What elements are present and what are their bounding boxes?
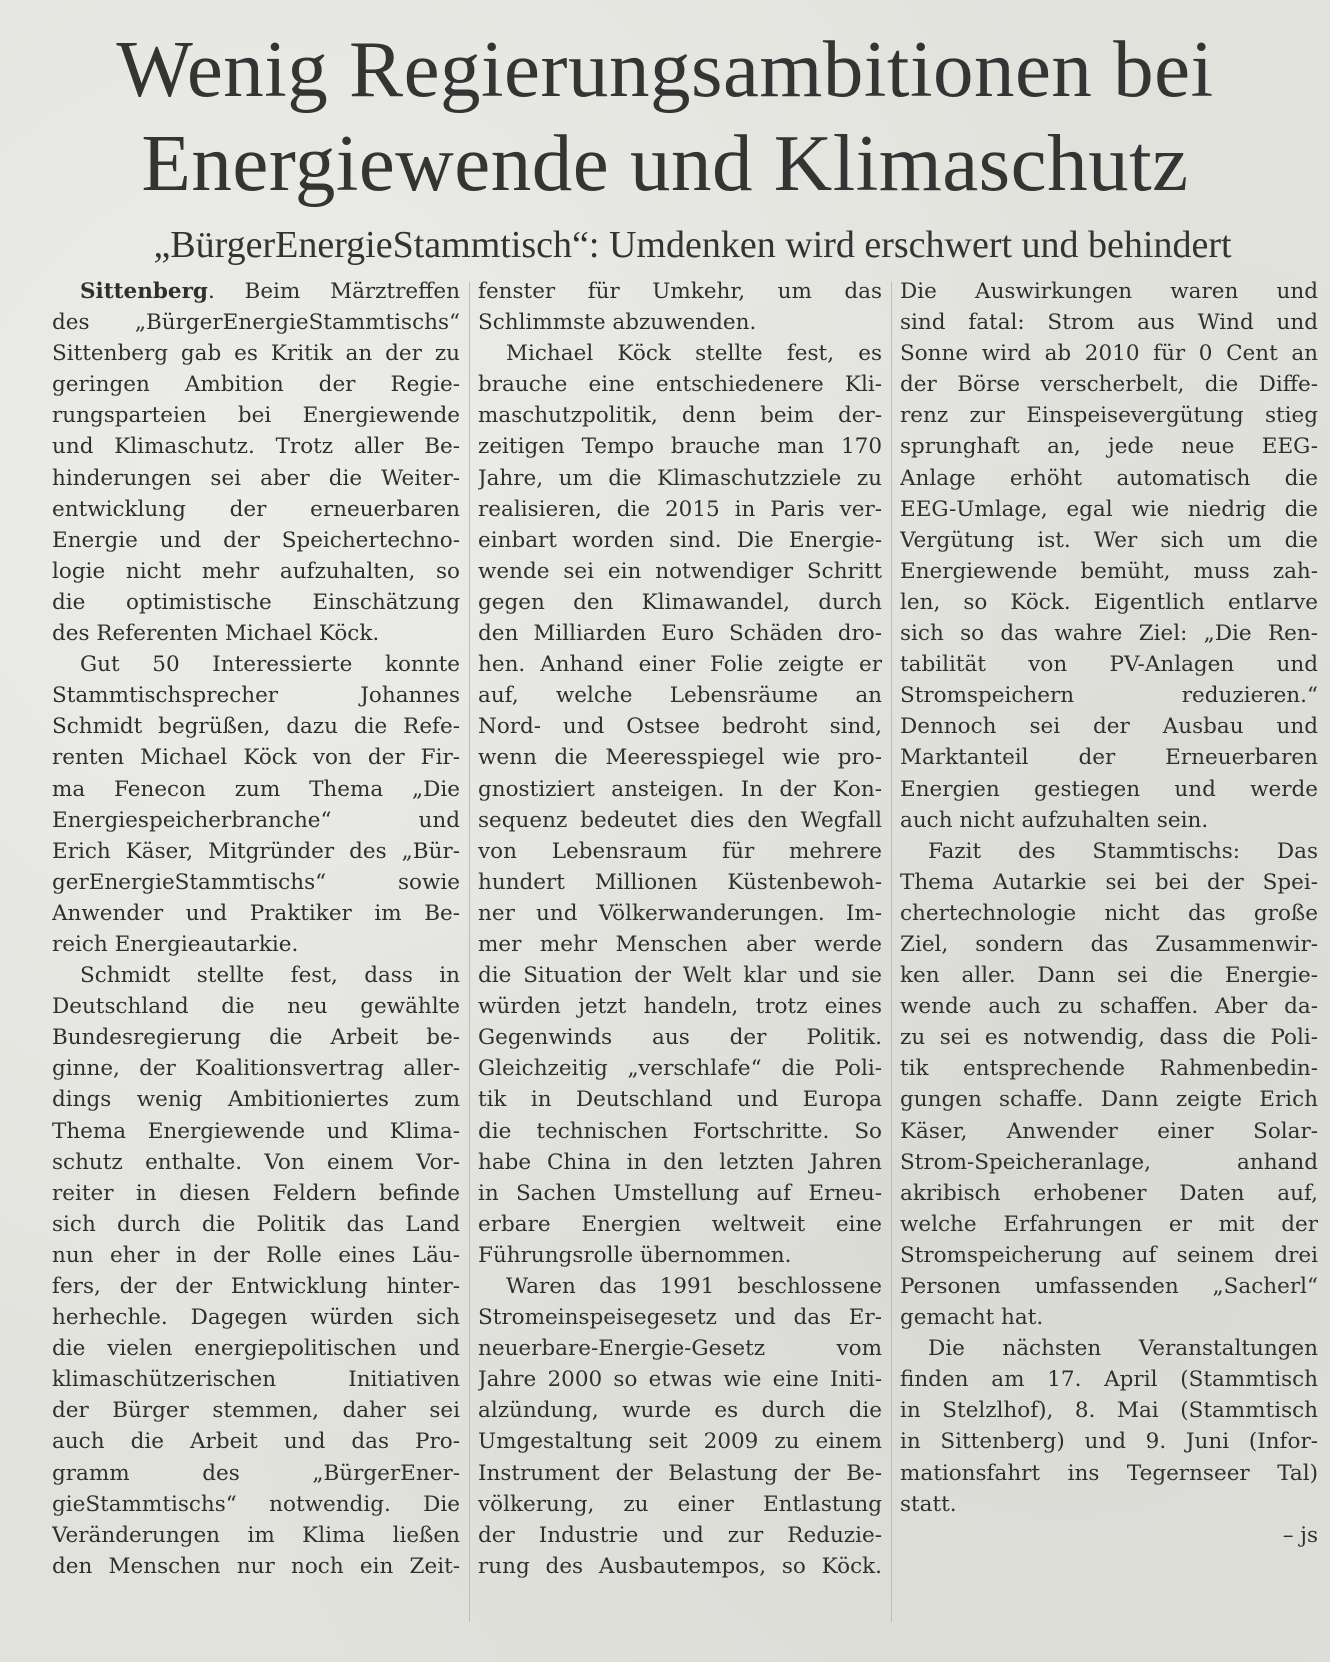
- text-line: Sonne wird ab 2010 für 0 Cent an: [900, 341, 1318, 367]
- text-line: Thema Energiewende und Klima-: [52, 1118, 460, 1144]
- text-line: sequenz bedeutet dies den Wegfall: [478, 807, 882, 833]
- text-line: Anlage erhöht automatisch die: [900, 465, 1318, 491]
- article-column-3: [900, 276, 1318, 1551]
- text-line: Waren das 1991 beschlossene: [506, 1274, 882, 1299]
- text-line: realisieren, die 2015 in Paris ver-: [478, 496, 882, 522]
- text-line: wende sei ein notwendiger Schritt: [478, 558, 882, 584]
- text-line: Schlimmste abzuwenden.: [478, 310, 757, 336]
- text-line: Erich Käser, Mitgründer des „Bür-: [52, 838, 460, 864]
- text-line: renten Michael Köck von der Fir-: [52, 745, 460, 771]
- text-line: statt.: [900, 1491, 957, 1517]
- subheadline: „BürgerEnergieStammtisch“: Umdenken wird erschwert und behindert: [153, 224, 1232, 266]
- text-line: Gleichzeitig „verschlafe“ die Poli-: [478, 1056, 882, 1082]
- text-line: Sittenberg gab es Kritik an der zu: [52, 341, 460, 367]
- text-line: auch nicht aufzuhalten sein.: [900, 807, 1209, 833]
- text-line: Die Auswirkungen waren und: [900, 279, 1318, 304]
- text-line: Jahre, um die Klimaschutzziele zu: [478, 465, 882, 491]
- text-line: logie nicht mehr aufzuhalten, so: [52, 558, 460, 584]
- text-line: herhechle. Dagegen würden sich: [52, 1305, 460, 1331]
- text-line: hen. Anhand einer Folie zeigte er: [478, 652, 882, 678]
- text-line: gemacht hat.: [900, 1305, 1044, 1331]
- text-line: Stromspeicherung auf seinem drei: [900, 1242, 1318, 1268]
- text-line: mationsfahrt ins Tegernseer Tal): [900, 1460, 1318, 1486]
- text-line: den Milliarden Euro Schäden dro-: [478, 621, 882, 647]
- text-line: Schmidt stellte fest, dass in: [80, 963, 460, 989]
- text-line: Führungsrolle übernommen.: [478, 1242, 792, 1268]
- text-line: klimaschützerischen Initiativen: [52, 1367, 460, 1393]
- article-column-2: [478, 276, 882, 1582]
- text-line: dings wenig Ambitioniertes zum: [52, 1087, 460, 1113]
- text-line: sind fatal: Strom aus Wind und: [900, 310, 1318, 336]
- text-line: auch die Arbeit und das Pro-: [52, 1429, 460, 1455]
- text-line: Stammtischsprecher Johannes: [52, 683, 460, 709]
- text-line: völkerung, zu einer Entlastung: [478, 1491, 882, 1517]
- text-line: Die nächsten Veranstaltungen: [928, 1336, 1318, 1362]
- text-line: Thema Autarkie sei bei der Spei-: [900, 869, 1318, 895]
- text-line: Instrument der Belastung der Be-: [478, 1460, 882, 1486]
- text-line: in Sachen Umstellung auf Erneu-: [478, 1180, 882, 1206]
- text-line: gungen schaffe. Dann zeigte Erich: [900, 1087, 1318, 1113]
- text-line: rung des Ausbautempos, so Köck.: [478, 1553, 882, 1579]
- text-line: der Industrie und zur Reduzie-: [478, 1522, 882, 1548]
- text-line: Energiespeicherbranche“ und: [52, 807, 460, 833]
- text-line: tabilität von PV-Anlagen und: [900, 652, 1318, 678]
- text-line: ginne, der Koalitionsvertrag aller-: [52, 1056, 460, 1082]
- text-line: ner und Völkerwanderungen. Im-: [478, 900, 882, 926]
- text-line: renz zur Einspeisevergütung stieg: [900, 403, 1318, 429]
- text-line: Käser, Anwender einer Solar-: [900, 1118, 1318, 1144]
- text-line: sprunghaft an, jede neue EEG-: [900, 434, 1318, 460]
- text-line: gramm des „BürgerEner-: [52, 1460, 460, 1486]
- text-line: akribisch erhobener Daten auf,: [900, 1180, 1318, 1206]
- text-line: ma Fenecon zum Thema „Die: [52, 776, 460, 802]
- text-line: geringen Ambition der Regie-: [52, 372, 460, 398]
- article-column-1: [52, 276, 460, 1582]
- text-line: Fazit des Stammtischs: Das: [928, 838, 1318, 864]
- text-line: wende auch zu schaffen. Aber da-: [900, 994, 1318, 1020]
- text-line: Bundesregierung die Arbeit be-: [52, 1025, 460, 1051]
- text-line: chertechnologie nicht das große: [900, 900, 1318, 926]
- text-line: rungsparteien bei Energiewende: [52, 403, 460, 429]
- text-line: EEG-Umlage, egal wie niedrig die: [900, 496, 1318, 522]
- text-line: die technischen Fortschritte. So: [478, 1118, 882, 1144]
- text-line: gerEnergieStammtischs“ sowie: [52, 869, 460, 895]
- text-line: die optimistische Einschätzung: [52, 589, 460, 615]
- text-line: Schmidt begrüßen, dazu die Refe-: [52, 714, 460, 740]
- text-line: des Referenten Michael Köck.: [52, 621, 380, 647]
- text-line: Anwender und Praktiker im Be-: [52, 900, 460, 926]
- text-line: wenn die Meeresspiegel wie pro-: [478, 745, 882, 771]
- text-line: einbart worden sind. Die Energie-: [478, 527, 882, 553]
- column-divider: [469, 282, 470, 1622]
- text-line: tik in Deutschland und Europa: [478, 1087, 882, 1113]
- text-line: habe China in den letzten Jahren: [478, 1149, 882, 1175]
- text-line: brauche eine entschiedenere Kli-: [478, 372, 882, 398]
- text-line: alzündung, wurde es durch die: [478, 1398, 882, 1424]
- text-line: erbare Energien weltweit eine: [478, 1211, 882, 1237]
- text-line: Dennoch sei der Ausbau und: [900, 714, 1318, 740]
- text-line: von Lebensraum für mehrere: [478, 838, 882, 864]
- text-line: und Klimaschutz. Trotz aller Be-: [52, 434, 460, 460]
- text-line: den Menschen nur noch ein Zeit-: [52, 1553, 460, 1579]
- text-line: sich durch die Politik das Land: [52, 1211, 460, 1237]
- text-line: finden am 17. April (Stammtisch: [900, 1367, 1318, 1393]
- headline: [20, 22, 1310, 210]
- text-line: fenster für Umkehr, um das: [478, 279, 882, 304]
- text-line: sich so das wahre Ziel: „Die Ren-: [900, 621, 1318, 647]
- text-line: gegen den Klimawandel, durch: [478, 589, 882, 615]
- text-line: Marktanteil der Erneuerbaren: [900, 745, 1318, 771]
- text-line: die vielen energiepolitischen und: [52, 1336, 460, 1362]
- text-line: zeitigen Tempo brauche man 170: [478, 434, 882, 460]
- text-line: Energiewende bemüht, muss zah-: [900, 558, 1318, 584]
- text-line: schutz enthalte. Von einem Vor-: [52, 1149, 460, 1175]
- text-line: Gut 50 Interessierte konnte: [80, 652, 460, 678]
- text-line: nun eher in der Rolle eines Läu-: [52, 1242, 460, 1268]
- text-line: Vergütung ist. Wer sich um die: [900, 527, 1318, 553]
- text-line: der Börse verscherbelt, die Diffe-: [900, 372, 1318, 398]
- text-line: Personen umfassenden „Sacherl“: [900, 1274, 1318, 1299]
- text-line: Nord- und Ostsee bedroht sind,: [478, 714, 882, 740]
- text-line: entwicklung der erneuerbaren: [52, 496, 460, 522]
- text-line: zu sei es notwendig, dass die Poli-: [900, 1025, 1318, 1051]
- text-line: gnostiziert ansteigen. In der Kon-: [478, 776, 882, 802]
- text-line: maschutzpolitik, denn beim der-: [478, 403, 882, 429]
- text-line: mer mehr Menschen aber werde: [478, 931, 882, 957]
- text-line: Jahre 2000 so etwas wie eine Initi-: [478, 1367, 882, 1393]
- text-line: in Stelzlhof), 8. Mai (Stammtisch: [900, 1398, 1318, 1424]
- text-line: des „BürgerEnergieStammtischs“: [52, 310, 460, 336]
- text-line: der Bürger stemmen, daher sei: [52, 1398, 460, 1424]
- text-line: würden jetzt handeln, trotz eines: [478, 994, 882, 1020]
- text-line: Michael Köck stellte fest, es: [506, 341, 882, 367]
- text-line: Umgestaltung seit 2009 zu einem: [478, 1429, 882, 1455]
- text-line: hinderungen sei aber die Weiter-: [52, 465, 460, 491]
- text-line: reiter in diesen Feldern befinde: [52, 1180, 460, 1206]
- text-line: Gegenwinds aus der Politik.: [478, 1025, 882, 1051]
- headline-line-1: Wenig Regierungsambitionen bei: [116, 24, 1214, 114]
- text-line: tik entsprechende Rahmenbedin-: [900, 1056, 1318, 1082]
- text-line: Energie und der Speichertechno-: [52, 527, 460, 553]
- column-divider: [891, 282, 892, 1622]
- text-line: reich Energieautarkie.: [52, 931, 299, 957]
- text-line: Stromspeichern reduzieren.“: [900, 683, 1318, 709]
- text-line: Veränderungen im Klima ließen: [52, 1522, 460, 1548]
- text-line: ken aller. Dann sei die Energie-: [900, 963, 1318, 989]
- text-line: Strom-Speicheranlage, anhand: [900, 1149, 1318, 1175]
- text-line: Stromeinspeisegesetz und das Er-: [478, 1305, 882, 1331]
- text-line: in Sittenberg) und 9. Juni (Infor-: [900, 1429, 1318, 1455]
- text-line: neuerbare-Energie-Gesetz vom: [478, 1336, 882, 1362]
- text-line: welche Erfahrungen er mit der: [900, 1211, 1318, 1237]
- text-line: hundert Millionen Küstenbewoh-: [478, 869, 882, 895]
- text-line: len, so Köck. Eigentlich entlarve: [900, 589, 1318, 615]
- text-line: fers, der der Entwicklung hinter-: [52, 1274, 460, 1299]
- headline-line-2: Energiewende und Klimaschutz: [141, 118, 1189, 208]
- text-line: Deutschland die neu gewählte: [52, 994, 460, 1020]
- text-line: die Situation der Welt klar und sie: [478, 963, 882, 989]
- text-line: gieStammtischs“ notwendig. Die: [52, 1491, 460, 1517]
- text-line: Sittenberg. Beim Märztreffen: [80, 279, 460, 304]
- text-line: Ziel, sondern das Zusammenwir-: [900, 931, 1318, 957]
- author-signature: – js: [1282, 1522, 1318, 1548]
- text-line: auf, welche Lebensräume an: [478, 683, 882, 709]
- text-line: Energien gestiegen und werde: [900, 776, 1318, 802]
- dateline: Sittenberg: [80, 279, 208, 304]
